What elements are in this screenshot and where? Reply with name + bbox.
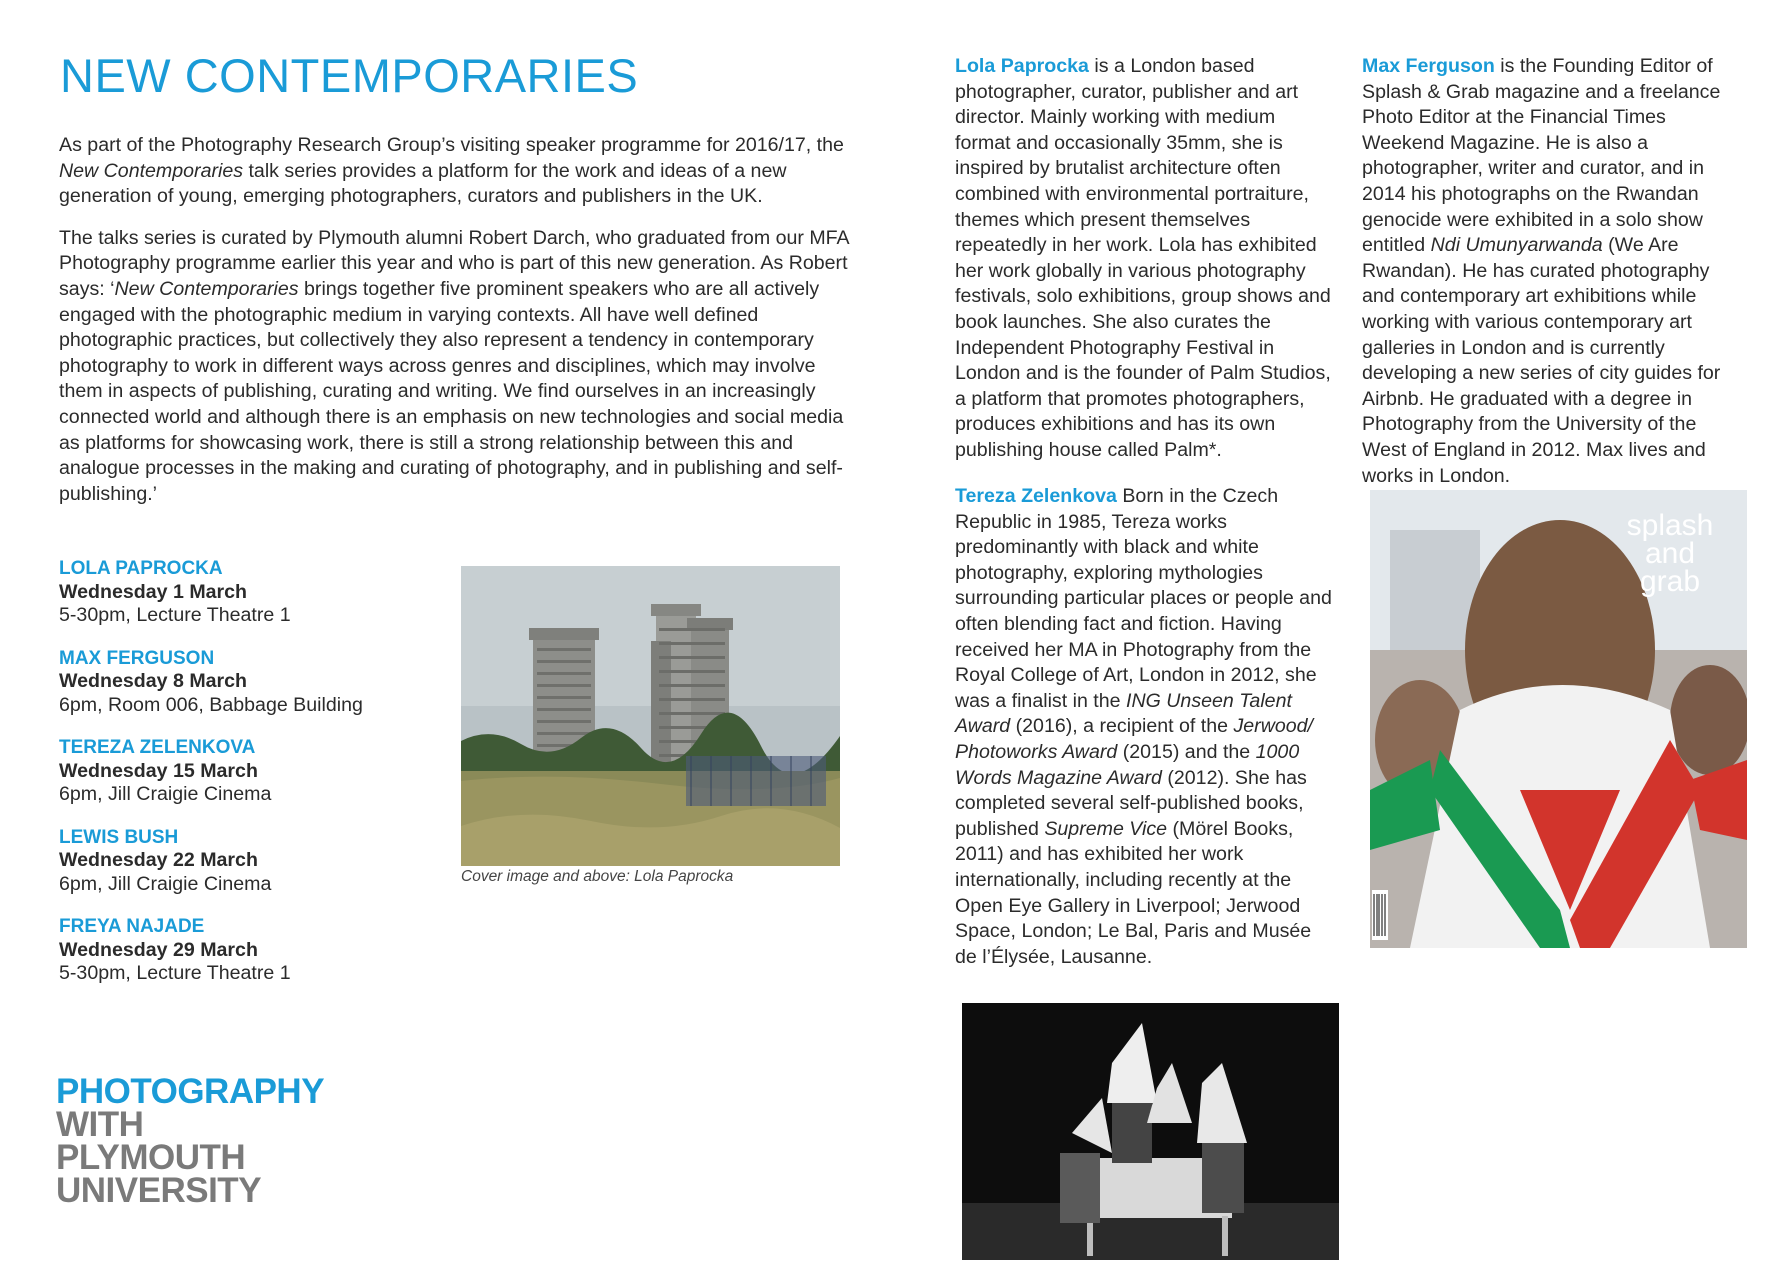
talk-date: Wednesday 8 March — [59, 670, 248, 692]
intro-text — [59, 133, 859, 523]
talk-venue: 5-30pm, Lecture Theatre 1 — [59, 604, 291, 626]
speaker-name: FREYA NAJADE — [59, 916, 205, 937]
veiled-figures-photo — [962, 1003, 1339, 1260]
tower-blocks-photo — [461, 566, 840, 866]
logo-line: WITH — [56, 1105, 144, 1144]
speaker-name: LOLA PAPROCKA — [59, 558, 223, 579]
page-title: NEW CONTEMPORARIES — [60, 49, 639, 102]
schedule-item — [59, 915, 459, 986]
talk-venue: 6pm, Room 006, Babbage Building — [59, 693, 363, 716]
talk-date: Wednesday 1 March — [59, 580, 248, 603]
logo-line: PLYMOUTH — [56, 1138, 246, 1177]
logo-line: PHOTOGRAPHY — [56, 1072, 325, 1111]
speaker-name: MAX FERGUSON — [59, 647, 215, 669]
speaker-name: TEREZA ZELENKOVA — [59, 737, 256, 758]
bio-name: Lola Paprocka — [955, 55, 1089, 77]
talk-venue: 6pm, Jill Craigie Cinema — [59, 783, 272, 805]
intro-paragraph-1: As part of the Photography Research Group’s visiting speaker programme for 2016/17, the New Contemporaries talk series provides a platform for the work and ideas of a new generation of young, emerging photographers, curators and publishers in the UK. — [59, 134, 844, 208]
bio-name: Max Ferguson — [1362, 55, 1495, 77]
logo-line: UNIVERSITY — [56, 1171, 262, 1210]
magazine-title-line: splash — [1626, 509, 1714, 542]
magazine-title-line: and — [1644, 537, 1696, 570]
photo-caption: Cover image and above: Lola Paprocka — [461, 868, 734, 885]
magazine-title-line: grab — [1639, 565, 1701, 598]
schedule-item — [59, 736, 459, 807]
bio-name: Tereza Zelenkova — [955, 485, 1117, 507]
bio-max-ferguson: Max Ferguson is the Founding Editor of Splash & Grab magazine and a freelance Photo Editor at the Financial Times Weekend Magazine. He is also a photographer, writer and curator, and in 2014 his photographs on the Rwandan genocide were exhibited in a solo show entitled Ndi Umunyarwanda (We Are Rwandan). He has curated photography and contemporary art exhibitions while working with various contemporary art galleries in London and is currently developing a new series of city guides for Airbnb. He graduated with a degree in Photography from the University of the West of England in 2012. Max lives and works in London. — [1362, 55, 1721, 487]
bio-lola-paprocka: Lola Paprocka is a London based photographer, curator, publisher and art director. Mainly working with medium format and occasionally 35mm, she is inspired by brutalist architecture often combined with environmental portraiture, themes which present themselves repeatedly in her work. Lola has exhibited her work globally in various photography festivals, solo exhibitions, group shows and book launches. She also curates the Independent Photography Festival in London and is the founder of Palm Studios, a platform that promotes photographers, produces exhibitions and has its own publishing house called Palm*. — [955, 55, 1331, 461]
plymouth-university-logo — [56, 1072, 325, 1210]
talk-date: Wednesday 22 March — [59, 849, 258, 871]
splash-and-grab-magazine-cover — [1370, 490, 1747, 948]
schedule-item — [59, 647, 459, 718]
speaker-name: LEWIS BUSH — [59, 826, 179, 848]
talk-date: Wednesday 29 March — [59, 938, 258, 961]
talk-schedule — [59, 557, 459, 1005]
schedule-item — [59, 826, 459, 897]
talk-venue: 5-30pm, Lecture Theatre 1 — [59, 962, 291, 984]
talk-venue: 6pm, Jill Craigie Cinema — [59, 872, 272, 895]
intro-paragraph-2: The talks series is curated by Plymouth alumni Robert Darch, who graduated from our MFA Photography programme earlier this year and who is part of this new generation. As Robert says: ‘New Contemporaries brings together five prominent speakers who are all actively engaged with the photographic medium in varying contexts. All have well defined photographic practices, but collectively they also represent a tendency in contemporary photography to work in different ways across genres and disciplines, which may involve them in aspects of publishing, curating and writing. We find ourselves in an increasingly connected world and although there is an emphasis on new technologies and social media as platforms for showcasing work, there is still a strong relationship between this and analogue processes in the making and curating of photography, and in publishing and self-publishing.’ — [59, 226, 849, 505]
bio-tereza-zelenkova: Tereza Zelenkova Born in the Czech Republic in 1985, Tereza works predominantly with black and white photography, exploring mythologies surrounding particular places or people and often blending fact and fiction. Having received her MA in Photography from the Royal College of Art, London in 2012, she was a finalist in the ING Unseen Talent Award (2016), a recipient of the Jerwood/ Photoworks Award (2015) and the 1000 Words Magazine Award (2012). She has completed several self-published books, published Supreme Vice (Mörel Books, 2011) and has exhibited her work internationally, including recently at the Open Eye Gallery in Liverpool; Jerwood Space, London; Le Bal, Paris and Musée de l’Élysée, Lausanne. — [955, 485, 1332, 968]
schedule-item — [59, 557, 459, 628]
talk-date: Wednesday 15 March — [59, 759, 258, 782]
